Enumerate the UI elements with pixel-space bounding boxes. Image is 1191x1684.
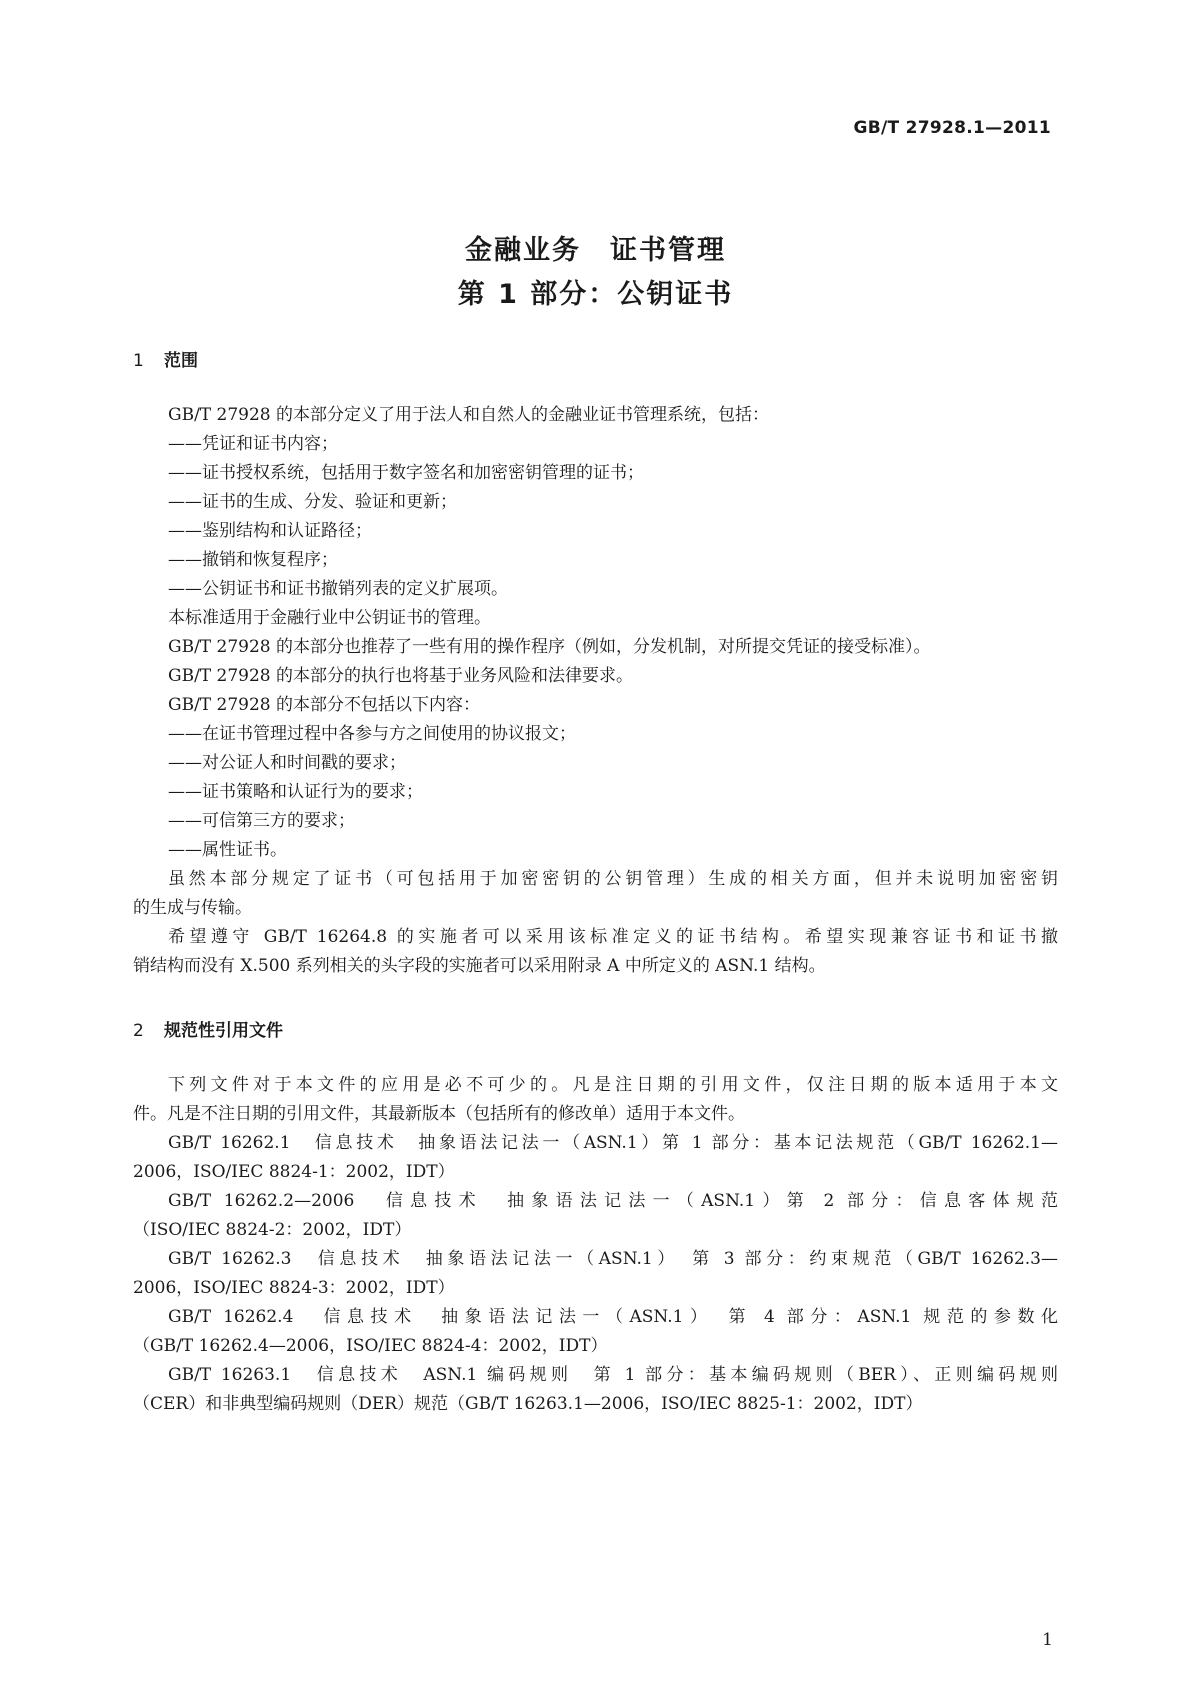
standard-number: GB/T 27928.1—2011 [853, 118, 1051, 138]
list-item: ——证书授权系统，包括用于数字签名和加密密钥管理的证书； [168, 463, 644, 483]
paragraph-line: 希望遵守 GB/T 16264.8 的实施者可以采用该标准定义的证书结构。希望实现兼容证书和证书撤 [168, 927, 1058, 947]
section-1-heading [133, 346, 198, 371]
list-item: ——在证书管理过程中各参与方之间使用的协议报文； [168, 724, 576, 744]
document-title: 金融业务 证书管理 [465, 235, 726, 266]
list-item: ——可信第三方的要求； [168, 811, 355, 831]
list-item: ——撤销和恢复程序； [168, 550, 338, 570]
list-item: ——证书策略和认证行为的要求； [168, 782, 423, 802]
document-subtitle: 第 1 部分：公钥证书 [457, 279, 734, 310]
reference-line: （CER）和非典型编码规则（DER）规范（GB/T 16263.1—2006，ISO/IEC 8825-1：2002，IDT） [133, 1394, 923, 1414]
list-item: ——证书的生成、分发、验证和更新； [168, 492, 457, 512]
reference-line: （ISO/IEC 8824-2：2002，IDT） [133, 1220, 412, 1240]
section-number: 2 [133, 1021, 144, 1041]
paragraph-line: GB/T 27928 的本部分定义了用于法人和自然人的金融业证书管理系统，包括： [168, 405, 770, 425]
reference-line: GB/T 16262.1 信息技术 抽象语法记法一（ASN.1）第 1 部分：基本记法规范（GB/T 16262.1— [168, 1133, 1058, 1153]
section-title: 范围 [164, 351, 198, 371]
reference-line: GB/T 16263.1 信息技术 ASN.1 编码规则 第 1 部分：基本编码规则（BER）、正则编码规则 [168, 1365, 1058, 1385]
paragraph-line: 本标准适用于金融行业中公钥证书的管理。 [168, 608, 491, 628]
reference-line: GB/T 16262.3 信息技术 抽象语法记法一（ASN.1） 第 3 部分：约束规范（GB/T 16262.3— [168, 1249, 1058, 1269]
list-item: ——凭证和证书内容； [168, 434, 338, 454]
list-item: ——属性证书。 [168, 840, 287, 860]
reference-line: 2006，ISO/IEC 8824-1：2002，IDT） [133, 1162, 455, 1182]
list-item: ——鉴别结构和认证路径； [168, 521, 372, 541]
paragraph-line: GB/T 27928 的本部分不包括以下内容： [168, 695, 481, 715]
reference-line: 2006，ISO/IEC 8824-3：2002，IDT） [133, 1278, 455, 1298]
paragraph-line: 件。凡是不注日期的引用文件，其最新版本（包括所有的修改单）适用于本文件。 [133, 1104, 745, 1124]
section-title: 规范性引用文件 [164, 1021, 283, 1041]
paragraph-line: GB/T 27928 的本部分也推荐了一些有用的操作程序（例如，分发机制，对所提交凭证的接受标准）。 [168, 637, 931, 657]
paragraph-line: 销结构而没有 X.500 系列相关的头字段的实施者可以采用附录 A 中所定义的 ASN.1 结构。 [133, 956, 826, 976]
paragraph-line: GB/T 27928 的本部分的执行也将基于业务风险和法律要求。 [168, 666, 634, 686]
list-item: ——对公证人和时间戳的要求； [168, 753, 406, 773]
section-number: 1 [133, 351, 144, 371]
section-2-heading [133, 1016, 283, 1041]
reference-line: GB/T 16262.2—2006 信息技术 抽象语法记法一（ASN.1）第 2 部分：信息客体规范 [168, 1191, 1058, 1211]
paragraph-line: 下列文件对于本文件的应用是必不可少的。凡是注日期的引用文件，仅注日期的版本适用于本文 [168, 1075, 1058, 1095]
paragraph-line: 虽然本部分规定了证书（可包括用于加密密钥的公钥管理）生成的相关方面，但并未说明加密密钥 [168, 869, 1058, 889]
list-item: ——公钥证书和证书撤销列表的定义扩展项。 [168, 579, 508, 599]
reference-line: GB/T 16262.4 信息技术 抽象语法记法一（ASN.1） 第 4 部分：ASN.1 规范的参数化 [168, 1307, 1058, 1327]
reference-line: （GB/T 16262.4—2006，ISO/IEC 8824-4：2002，IDT） [133, 1336, 608, 1356]
paragraph-line: 的生成与传输。 [133, 898, 252, 918]
page-number: 1 [1042, 1630, 1053, 1650]
